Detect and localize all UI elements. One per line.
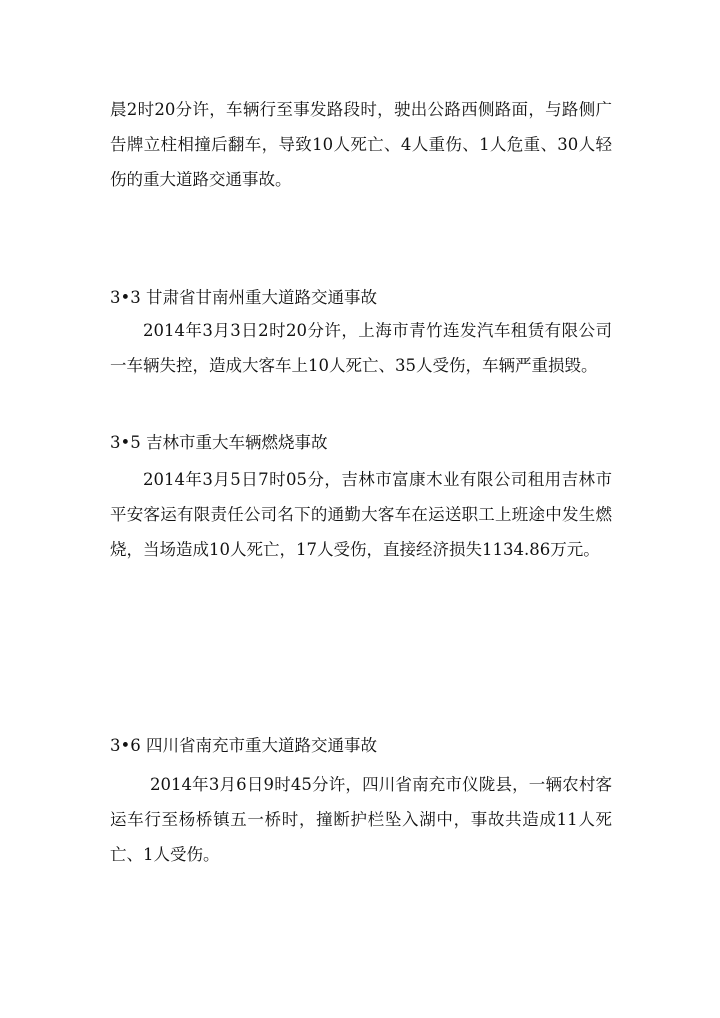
section-heading-jilin: 3•5 吉林市重大车辆燃烧事故 <box>110 433 328 452</box>
section-body-gansu: 2014年3月3日2时20分许，上海市青竹连发汽车租赁有限公司一车辆失控，造成大客车上10人死亡、35人受伤，车辆严重损毁。 <box>110 321 612 375</box>
section-heading-sichuan: 3•6 四川省南充市重大道路交通事故 <box>110 736 377 755</box>
intro-paragraph: 晨2时20分许，车辆行至事发路段时，驶出公路西侧路面，与路侧广告牌立柱相撞后翻车，导致10人死亡、4人重伤、1人危重、30人轻伤的重大道路交通事故。 <box>110 100 612 189</box>
section-heading-gansu: 3•3 甘肃省甘南州重大道路交通事故 <box>110 288 377 307</box>
section-body-jilin: 2014年3月5日7时05分，吉林市富康木业有限公司租用吉林市平安客运有限责任公司名下的通勤大客车在运送职工上班途中发生燃烧，当场造成10人死亡，17人受伤，直接经济损失1134.86万元。 <box>110 470 612 559</box>
section-body-sichuan: 2014年3月6日9时45分许，四川省南充市仪陇县，一辆农村客运车行至杨桥镇五一桥时，撞断护栏坠入湖中，事故共造成11人死亡、1人受伤。 <box>110 775 612 864</box>
